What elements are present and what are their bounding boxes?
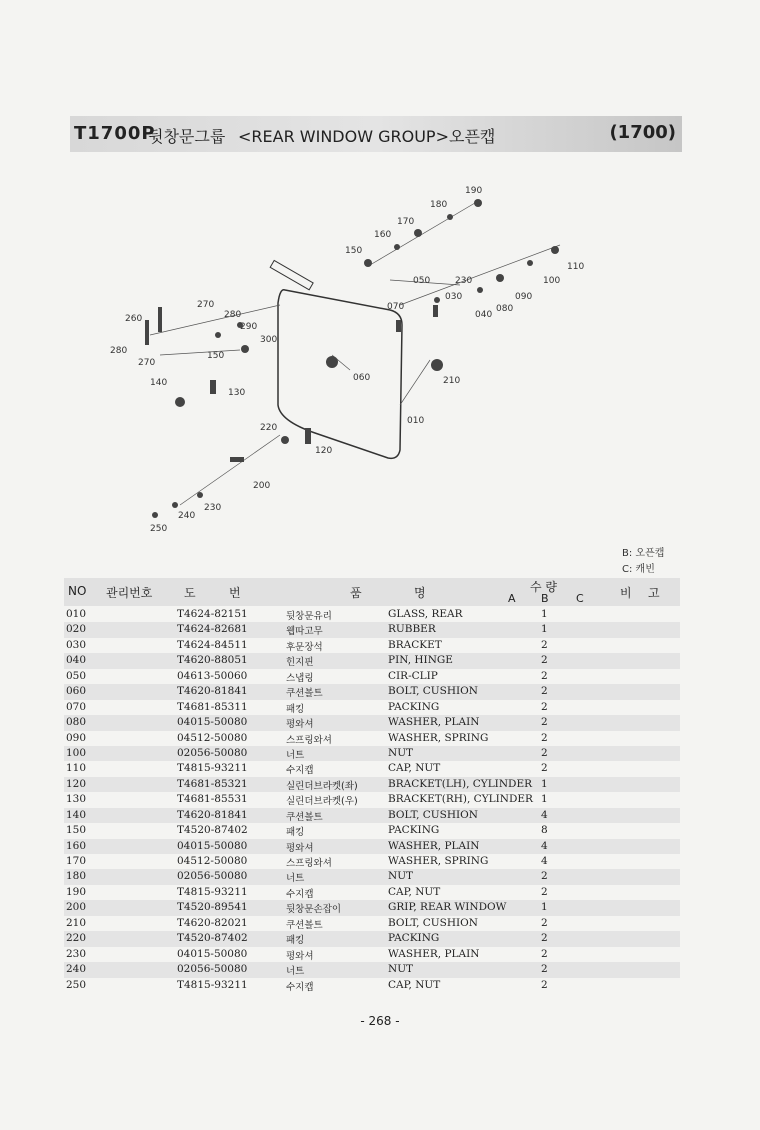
header-beon: 번 [229,586,241,600]
group-code: (1700) [609,122,676,143]
cell-no: 250 [66,978,87,991]
cell-name-korean: 스프링와셔 [286,734,332,746]
svg-text:150: 150 [345,246,363,256]
svg-text:210: 210 [443,376,461,386]
svg-text:150: 150 [207,351,225,361]
cell-no: 170 [66,855,87,867]
parts-table [64,607,680,993]
svg-text:140: 140 [150,378,168,388]
callout-labels [110,186,584,534]
cell-name-korean: 힌지핀 [286,657,314,669]
svg-text:010: 010 [407,416,425,426]
cell-name-korean: 패킹 [286,935,305,947]
cell-name-english: NUT [388,746,414,759]
cell-name-korean: 스냅링 [286,672,314,684]
cell-name-english: BRACKET [388,638,442,651]
header-go: 고 [648,586,660,600]
cell-qty-b: 2 [541,762,548,775]
cell-name-korean: 평와셔 [286,719,314,731]
cell-name-english: PACKING [388,700,440,713]
cell-name-english: CAP, NUT [388,762,441,775]
svg-text:220: 220 [260,423,278,433]
cell-part-number: T4681-85321 [177,777,248,790]
cell-name-english: BRACKET(LH), CYLINDER [388,777,533,790]
cell-qty-b: 2 [541,947,548,960]
cell-name-english: WASHER, PLAIN [388,839,480,852]
cell-no: 110 [66,762,87,775]
rear-glass-outline [278,290,405,459]
svg-text:240: 240 [178,511,196,521]
cell-name-english: WASHER, SPRING [388,731,489,744]
cell-name-english: BOLT, CUSHION [388,916,478,929]
header-myeong: 명 [414,586,426,600]
cell-part-number: T4520-87402 [177,932,248,945]
header-pum: 품 [350,586,362,600]
cell-part-number: 04015-50080 [177,947,248,960]
table-row [64,808,680,823]
svg-text:110: 110 [567,262,585,272]
svg-text:130: 130 [228,388,246,398]
cell-qty-b: 1 [541,777,548,790]
table-row [64,653,680,668]
table-row [64,715,680,730]
cell-qty-b: 8 [541,824,548,837]
cell-name-english: WASHER, PLAIN [388,716,480,729]
cell-qty-b: 2 [541,731,548,744]
svg-text:050: 050 [413,276,431,286]
cell-name-korean: 실린더브라켓(우) [286,796,358,808]
header-a: A [508,592,516,605]
cell-name-english: PIN, HINGE [388,654,453,667]
svg-text:080: 080 [496,304,514,314]
cell-qty-b: 2 [541,885,548,898]
table-row [64,916,680,931]
cell-part-number: 04015-50080 [177,839,248,852]
svg-text:280: 280 [224,310,242,320]
cell-name-korean: 너트 [286,749,305,761]
cell-no: 160 [66,839,87,852]
svg-text:280: 280 [110,346,128,356]
svg-text:270: 270 [138,358,156,368]
cell-part-number: T4815-93211 [177,885,248,898]
table-row [64,746,680,761]
cell-name-english: CIR-CLIP [388,669,438,682]
cell-qty-b: 4 [541,839,548,852]
cell-name-english: PACKING [388,824,440,837]
cell-name-english: CAP, NUT [388,978,441,991]
cell-qty-b: 2 [541,870,548,883]
cell-name-korean: 웹따고무 [286,626,323,638]
cell-name-english: GRIP, REAR WINDOW [388,901,507,914]
table-row [64,900,680,915]
cell-name-english: WASHER, PLAIN [388,947,480,960]
cell-part-number: 02056-50080 [177,870,248,883]
cell-no: 150 [66,824,87,837]
cell-name-korean: 뒷창문손잡이 [286,904,342,916]
table-row [64,962,680,977]
svg-text:300: 300 [260,335,278,345]
header-do: 도 [184,586,196,600]
svg-text:230: 230 [204,503,222,513]
cell-name-korean: 실린더브라켓(좌) [286,780,358,792]
cell-no: 010 [66,608,87,620]
cell-name-korean: 너트 [286,966,305,978]
cell-qty-b: 2 [541,638,548,651]
legend-b: B: 오픈캡 [622,548,665,559]
svg-text:100: 100 [543,276,561,286]
cell-name-korean: 스프링와셔 [286,858,332,869]
cell-name-korean: 쿠션볼트 [286,811,323,823]
cell-name-korean: 후문장석 [286,641,323,653]
cell-name-korean: 평와셔 [286,950,314,962]
table-header [64,578,680,606]
table-row [64,792,680,807]
header-c: C [576,592,584,605]
cell-part-number: 04613-50060 [177,669,248,682]
rubber-strip [270,260,313,289]
cell-qty-b: 1 [541,793,548,806]
cell-part-number: 04512-50080 [177,855,248,867]
cell-no: 190 [66,885,87,898]
cell-qty-b: 2 [541,669,548,682]
table-row [64,885,680,900]
cell-part-number: T4624-82681 [177,623,248,636]
cell-part-number: T4681-85531 [177,793,248,806]
cell-no: 130 [66,793,87,806]
cell-qty-b: 2 [541,932,548,945]
table-row [64,947,680,962]
table-row [64,839,680,854]
cell-no: 240 [66,963,87,976]
cell-qty-b: 1 [541,623,548,636]
page-number: - 268 - [360,1014,400,1028]
cell-part-number: T4520-89541 [177,901,248,914]
svg-text:180: 180 [430,200,448,210]
svg-text:190: 190 [465,186,483,196]
cell-part-number: 02056-50080 [177,963,248,976]
table-row [64,731,680,746]
cell-qty-b: 1 [541,608,548,620]
cell-no: 040 [66,654,87,667]
svg-text:250: 250 [150,524,168,534]
table-row [64,854,680,869]
header-mgmt-no: 관리번호 [106,586,153,600]
table-row [64,978,680,993]
title-bar [70,116,682,152]
cell-name-english: RUBBER [388,623,436,636]
model-name: T1700P [74,123,156,144]
header-bi: 비 [620,586,632,600]
cell-part-number: 04015-50080 [177,716,248,729]
header-qty: 수 량 [530,580,557,594]
cell-no: 230 [66,947,87,960]
cell-name-korean: 패킹 [286,827,305,839]
svg-text:260: 260 [125,314,143,324]
cell-no: 180 [66,870,87,883]
cell-part-number: T4624-84511 [177,638,248,651]
table-row [64,700,680,715]
header-no: NO [68,584,87,598]
cell-name-korean: 쿠션볼트 [286,688,323,700]
cell-name-korean: 수지캡 [286,765,314,777]
group-name-korean: 뒷창문그룹 [148,127,226,146]
cell-name-korean: 수지캡 [286,888,314,900]
table-row [64,823,680,838]
svg-text:040: 040 [475,310,493,320]
legend-c: C: 캐빈 [622,564,655,575]
svg-text:270: 270 [197,300,215,310]
cell-qty-b: 2 [541,654,548,667]
svg-text:070: 070 [387,302,405,312]
svg-text:090: 090 [515,292,533,302]
cell-qty-b: 2 [541,685,548,698]
cell-part-number: T4681-85311 [177,700,248,713]
cell-part-number: T4520-87402 [177,824,248,837]
cell-name-english: GLASS, REAR [388,608,463,620]
cell-no: 140 [66,808,87,821]
cell-name-korean: 너트 [286,873,305,885]
cell-no: 070 [66,700,87,713]
cell-name-english: BOLT, CUSHION [388,685,478,698]
cell-no: 210 [66,916,87,929]
cell-no: 080 [66,716,87,729]
cell-no: 200 [66,901,87,914]
cell-qty-b: 4 [541,855,548,867]
cell-qty-b: 2 [541,700,548,713]
cell-name-english: BOLT, CUSHION [388,808,478,821]
table-row [64,669,680,684]
table-row [64,869,680,884]
cell-no: 120 [66,777,87,790]
cell-part-number: T4620-88051 [177,654,248,667]
cell-part-number: T4815-93211 [177,978,248,991]
cell-qty-b: 1 [541,901,548,914]
cell-no: 100 [66,746,87,759]
table-row [64,777,680,792]
cell-part-number: T4624-82151 [177,608,248,620]
cell-qty-b: 2 [541,916,548,929]
cell-no: 030 [66,638,87,651]
svg-text:030: 030 [445,292,463,302]
table-row [64,931,680,946]
svg-text:170: 170 [397,217,415,227]
cell-name-english: WASHER, SPRING [388,855,489,867]
table-row [64,607,680,622]
cell-qty-b: 2 [541,746,548,759]
cell-part-number: T4815-93211 [177,762,248,775]
svg-text:290: 290 [240,322,258,332]
cell-part-number: T4620-81841 [177,808,248,821]
cell-name-english: NUT [388,870,414,883]
cell-no: 060 [66,685,87,698]
cell-name-english: CAP, NUT [388,885,441,898]
header-b: B [541,592,549,605]
cell-part-number: T4620-81841 [177,685,248,698]
cell-no: 020 [66,623,87,636]
cell-qty-b: 4 [541,808,548,821]
cell-name-english: NUT [388,963,414,976]
cell-name-korean: 수지캡 [286,981,314,993]
cell-name-english: BRACKET(RH), CYLINDER [388,793,533,806]
cell-no: 090 [66,731,87,744]
svg-text:060: 060 [353,373,371,383]
cell-part-number: 04512-50080 [177,731,248,744]
cell-qty-b: 2 [541,716,548,729]
cell-name-korean: 패킹 [286,703,305,715]
cell-qty-b: 2 [541,978,548,991]
group-name-english: <REAR WINDOW GROUP>오픈캡 [238,127,496,146]
cell-no: 050 [66,669,87,682]
table-row [64,761,680,776]
exploded-parts-diagram [100,175,620,545]
svg-text:200: 200 [253,481,271,491]
cell-name-korean: 쿠션볼트 [286,919,323,931]
cell-name-korean: 평와셔 [286,842,314,854]
svg-text:230: 230 [455,276,473,286]
svg-text:160: 160 [374,230,392,240]
table-row [64,684,680,699]
cell-part-number: T4620-82021 [177,916,248,929]
cell-qty-b: 2 [541,963,548,976]
table-row [64,638,680,653]
table-row [64,622,680,637]
cell-part-number: 02056-50080 [177,746,248,759]
cell-name-english: PACKING [388,932,440,945]
cell-no: 220 [66,932,87,945]
cell-name-korean: 뒷창문유리 [286,611,332,622]
svg-text:120: 120 [315,446,333,456]
